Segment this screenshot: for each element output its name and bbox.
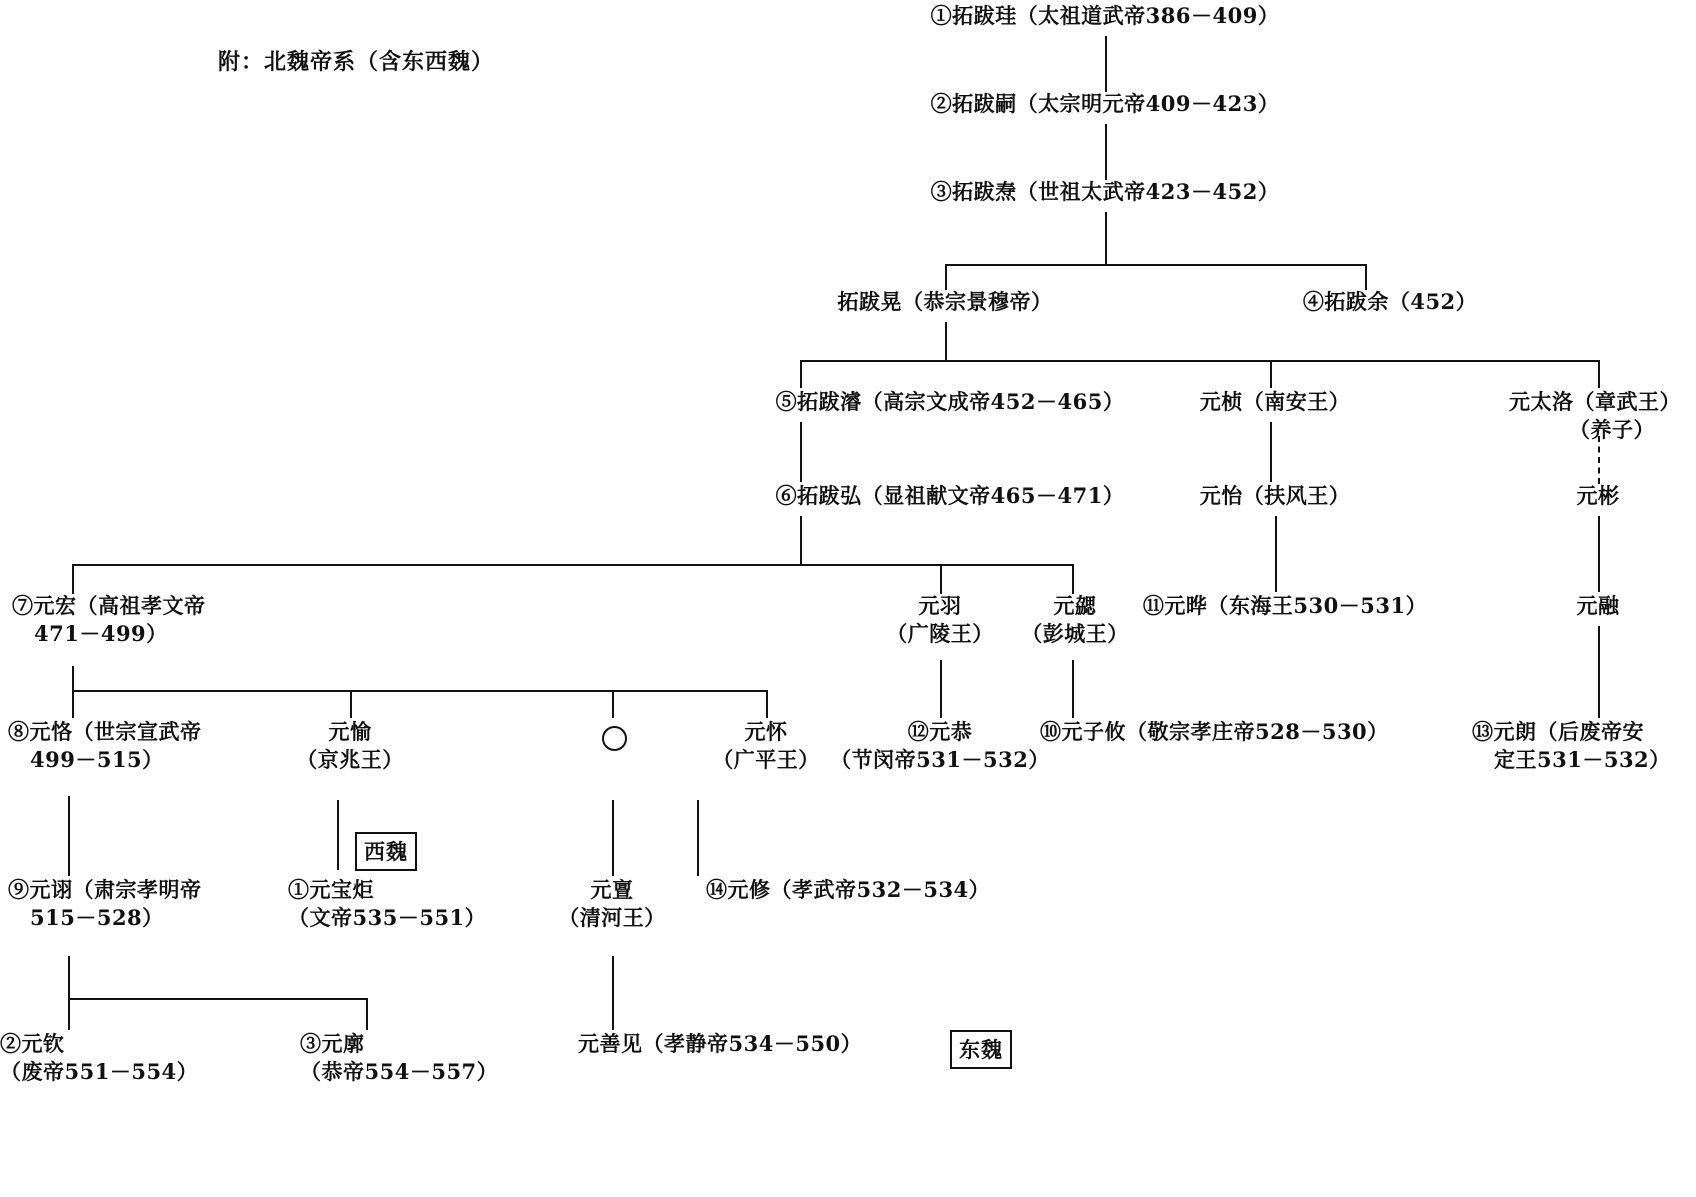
node-yuan-yu: 元羽 （广陵王）: [886, 593, 994, 647]
connector-v: [1270, 422, 1272, 482]
connector-v: [612, 690, 614, 718]
connector-v: [940, 564, 942, 594]
connector-v: [350, 690, 352, 718]
connector-v: [1072, 564, 1074, 594]
node-yuan-bin: 元彬: [1576, 483, 1620, 508]
node-yuan-huai: 元怀 （广平王）: [712, 719, 820, 773]
node-yuan-hong: ⑦元宏（高祖孝文帝 471－499）: [12, 593, 206, 647]
connector-v: [800, 516, 802, 564]
node-yuan-shanjian: 元善见（孝静帝534－550）: [578, 1031, 863, 1056]
node-yuan-tailuo: 元太洛（章武王） （养子）: [1509, 389, 1681, 443]
connector-v: [337, 800, 339, 870]
node-tuoba-jun: ⑤拓跋濬（高宗文成帝452－465）: [775, 389, 1125, 414]
connector-v: [697, 800, 699, 876]
node-yuan-gong: ⑫元恭 （节闵帝531－532）: [830, 719, 1050, 773]
connector-v: [1275, 516, 1277, 592]
node-yuan-kuo: ③元廓 （恭帝554－557）: [300, 1031, 499, 1085]
node-yuan-rong: 元融: [1576, 593, 1620, 618]
connector-v: [1270, 360, 1272, 388]
node-yuan-xie: 元勰 （彭城王）: [1021, 593, 1129, 647]
node-yuan-yu-jingzhao: 元愉 （京兆王）: [296, 719, 404, 773]
connector-v: [766, 690, 768, 718]
connector-v: [1598, 360, 1600, 388]
node-tuoba-gui: ①拓跋珪（太祖道武帝386－409）: [930, 3, 1280, 28]
connector-dashed: [1598, 436, 1600, 484]
connector-v: [72, 564, 74, 594]
node-yuan-ke: ⑧元恪（世宗宣武帝 499－515）: [8, 719, 202, 773]
node-yuan-baoju: ①元宝炬 （文帝535－551）: [288, 877, 487, 931]
connector-v: [800, 360, 802, 388]
connector-h: [800, 360, 1600, 362]
node-yuan-ye: ⑪元晔（东海王530－531）: [1142, 593, 1428, 618]
connector-h: [945, 264, 1365, 266]
node-tuoba-si: ②拓跋嗣（太宗明元帝409－423）: [930, 91, 1280, 116]
connector-h: [72, 690, 766, 692]
connector-v: [940, 660, 942, 718]
node-yuan-xiu: ⑭元修（孝武帝532－534）: [706, 877, 991, 902]
node-tuoba-hong: ⑥拓跋弘（显祖献文帝465－471）: [775, 483, 1125, 508]
label-eastern-wei: 东魏: [950, 1030, 1012, 1069]
connector-v: [68, 956, 70, 998]
connector-v: [945, 322, 947, 360]
node-yuan-lang: ⑬元朗（后废帝安 定王531－532）: [1472, 719, 1671, 773]
connector-h: [72, 564, 1072, 566]
connector-v: [68, 998, 70, 1030]
connector-v: [1598, 516, 1600, 592]
diagram-title: 附：北魏帝系（含东西魏）: [218, 49, 495, 75]
label-western-wei: 西魏: [355, 832, 417, 871]
connector-v: [366, 998, 368, 1030]
node-yuan-dan: 元亶 （清河王）: [558, 877, 666, 931]
connector-v: [800, 422, 802, 482]
connector-v: [72, 666, 74, 690]
node-unnamed-circle: [602, 726, 627, 751]
connector-v: [612, 800, 614, 876]
node-yuan-ziyou: ⑩元子攸（敬宗孝庄帝528－530）: [1040, 719, 1389, 744]
node-tuoba-tao: ③拓跋焘（世祖太武帝423－452）: [930, 179, 1280, 204]
node-yuan-yi: 元怡（扶风王）: [1199, 483, 1351, 508]
connector-v: [68, 796, 70, 876]
node-tuoba-yu: ④拓跋余（452）: [1302, 289, 1478, 314]
node-yuan-xu: ⑨元诩（肃宗孝明帝 515－528）: [8, 877, 202, 931]
connector-v: [1105, 124, 1107, 180]
connector-v: [1365, 264, 1367, 290]
connector-h: [68, 998, 366, 1000]
connector-v: [1072, 660, 1074, 718]
node-tuoba-huang: 拓跋晃（恭宗景穆帝）: [837, 289, 1053, 314]
connector-v: [1598, 626, 1600, 718]
connector-v: [612, 956, 614, 1030]
connector-v: [72, 690, 74, 718]
connector-v: [945, 264, 947, 290]
node-yuan-zhen: 元桢（南安王）: [1199, 389, 1351, 414]
connector-v: [1105, 36, 1107, 92]
node-yuan-qin: ②元钦 （废帝551－554）: [0, 1031, 199, 1085]
connector-v: [1105, 212, 1107, 264]
